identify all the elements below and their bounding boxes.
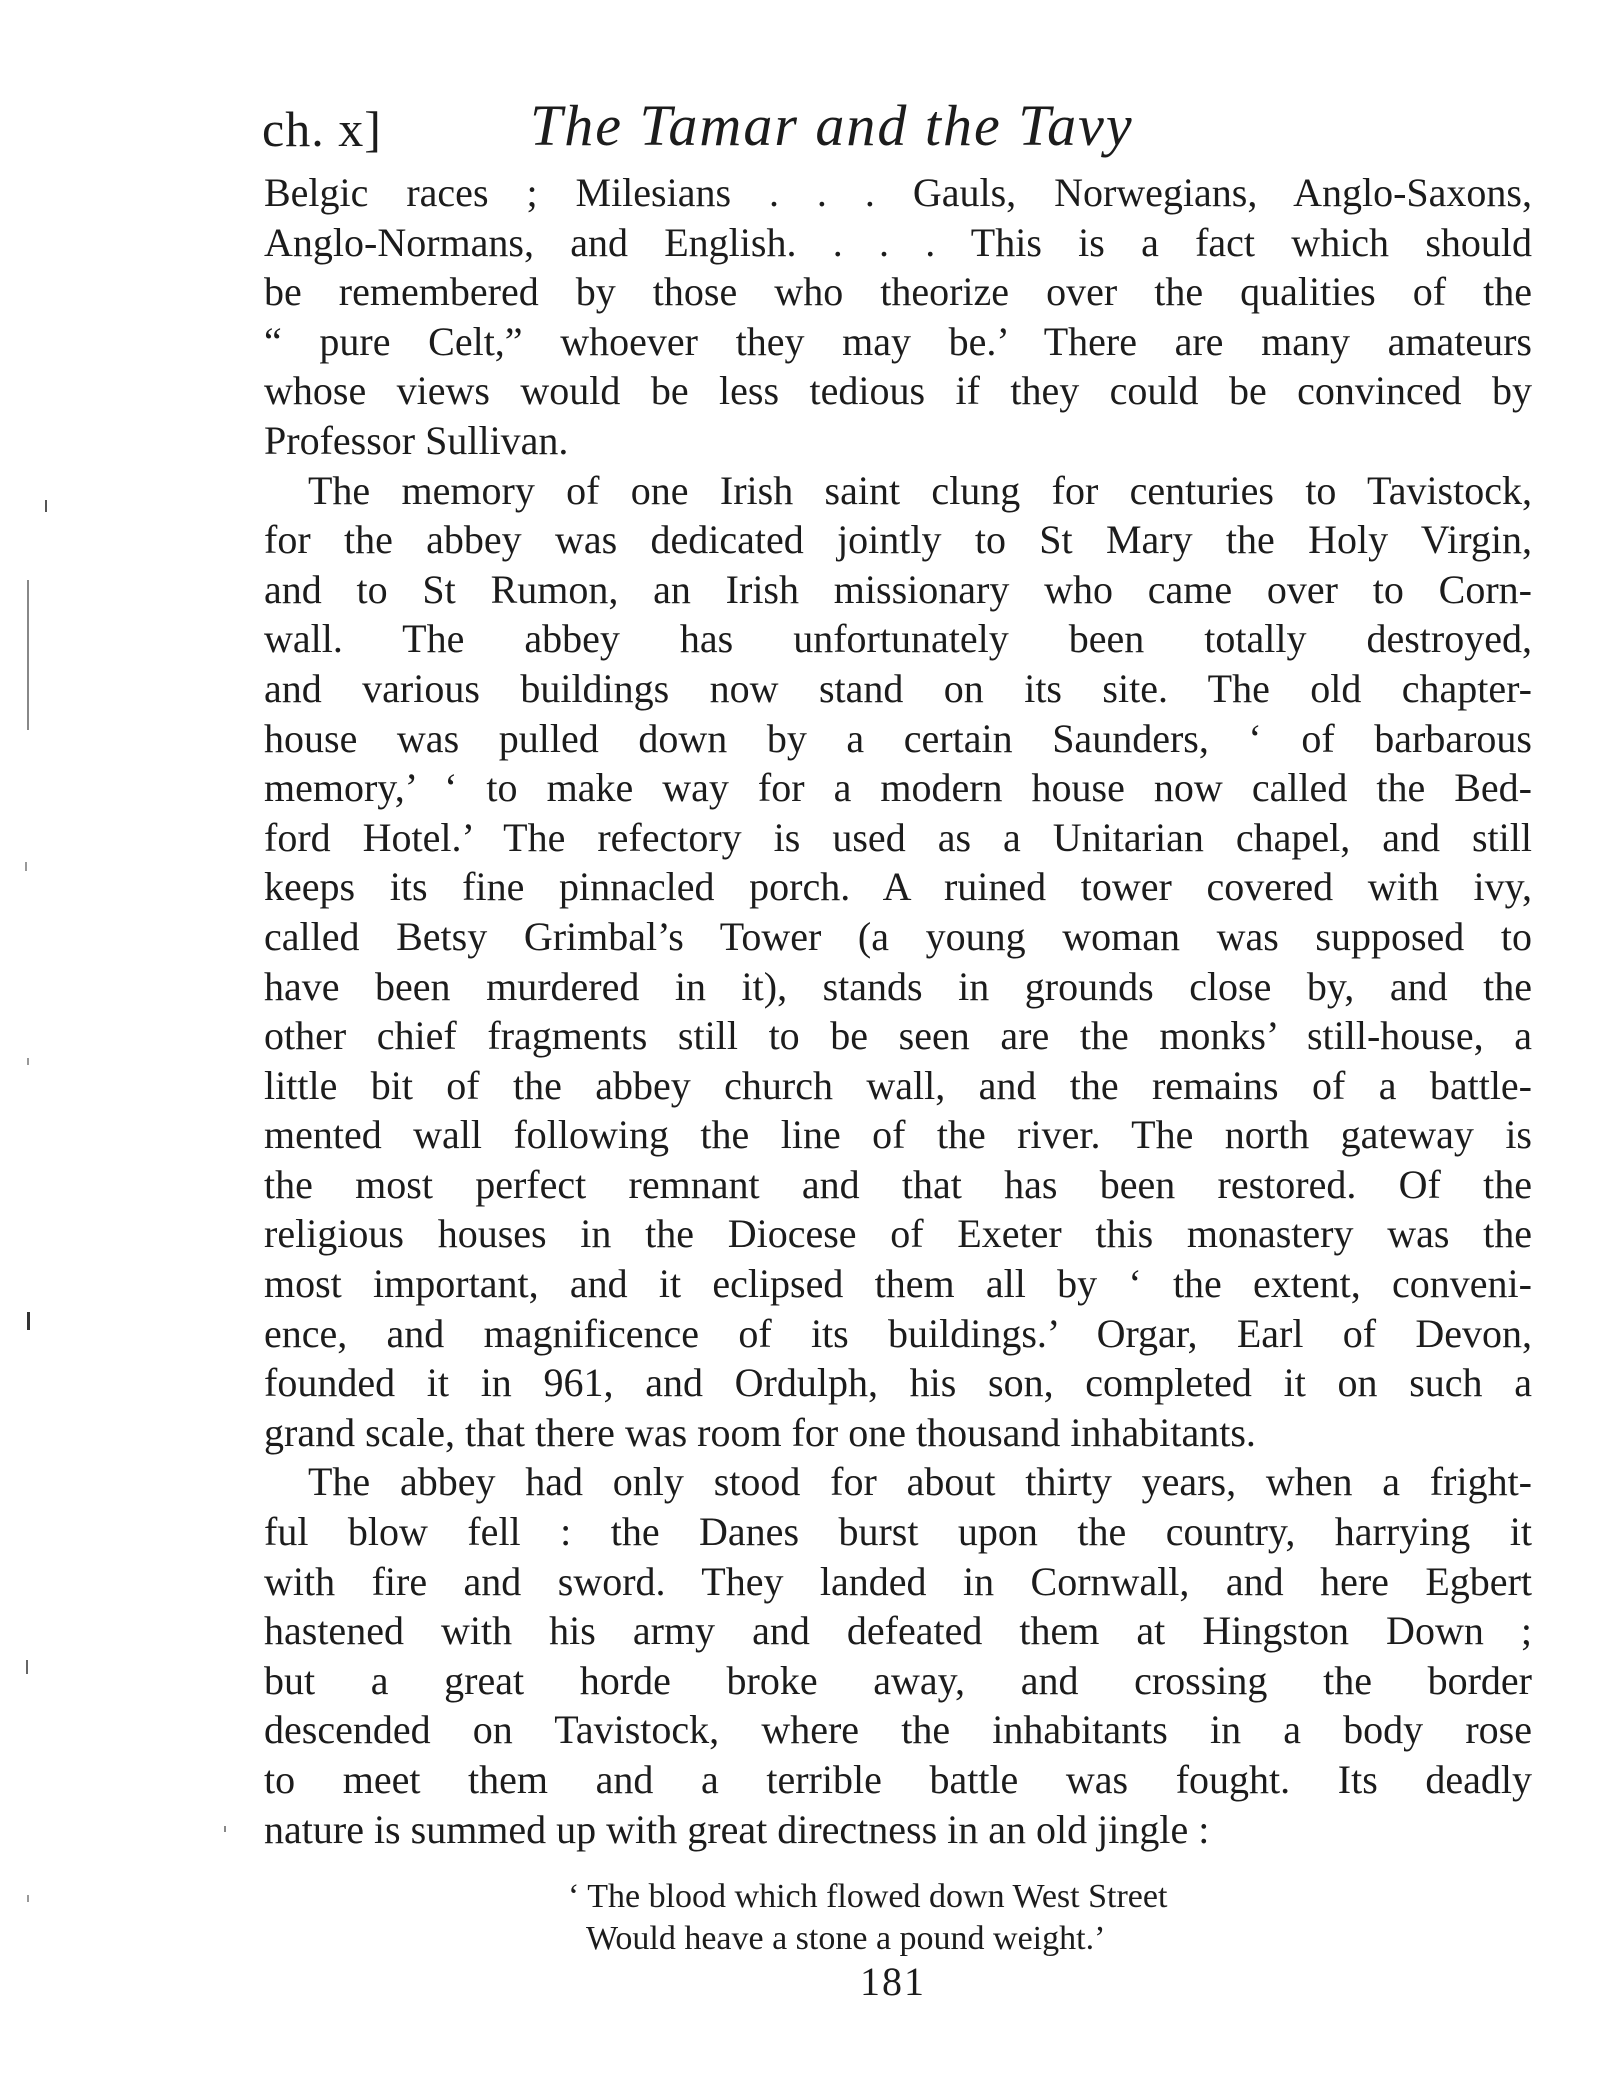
text-line: “ pure Celt,” whoever they may be.’ There are many amateurs — [264, 318, 1532, 364]
margin-scan-mark — [25, 862, 27, 871]
text-line: Professor Sullivan. — [264, 417, 569, 463]
chapter-reference: ch. x] — [262, 101, 382, 157]
text-line: called Betsy Grimbal’s Tower (a young woman was supposed to — [264, 913, 1532, 959]
text-line: little bit of the abbey church wall, and the remains of a battle- — [264, 1062, 1532, 1108]
text-line: grand scale, that there was room for one thousand inhabitants. — [264, 1409, 1256, 1455]
text-line: wall. The abbey has unfortunately been totally destroyed, — [264, 616, 1532, 662]
verse-line: Would heave a stone a pound weight.’ — [586, 1920, 1106, 1957]
running-title: The Tamar and the Tavy — [530, 93, 1134, 158]
text-line: for the abbey was dedicated jointly to St Mary the Holy Virgin, — [264, 517, 1532, 563]
paragraph-start-line: The abbey had only stood for about thirty years, when a fright- — [308, 1459, 1532, 1505]
margin-scan-mark — [27, 1895, 29, 1902]
margin-scan-mark — [26, 1660, 28, 1674]
text-line: but a great horde broke away, and crossing the border — [264, 1657, 1532, 1703]
text-line: founded it in 961, and Ordulph, his son, completed it on such a — [264, 1360, 1532, 1406]
paragraph-start-line: The memory of one Irish saint clung for centuries to Tavistock, — [308, 467, 1532, 513]
text-line: hastened with his army and defeated them at Hingston Down ; — [264, 1608, 1532, 1654]
margin-scan-mark — [45, 500, 47, 512]
text-line: most important, and it eclipsed them all by ‘ the extent, conveni- — [264, 1261, 1532, 1307]
margin-scan-mark — [27, 580, 29, 730]
text-line: religious houses in the Diocese of Exeter this monastery was the — [264, 1211, 1532, 1257]
text-line: with fire and sword. They landed in Cornwall, and here Egbert — [264, 1558, 1532, 1604]
verse-quotation — [568, 1876, 1328, 1960]
text-line: other chief fragments still to be seen are the monks’ still-house, a — [264, 1013, 1532, 1059]
text-line: Belgic races ; Milesians . . . Gauls, Norwegians, Anglo-Saxons, — [264, 170, 1532, 215]
text-line: descended on Tavistock, where the inhabitants in a body rose — [264, 1707, 1532, 1753]
text-line: ence, and magnificence of its buildings.’ Orgar, Earl of Devon, — [264, 1310, 1532, 1356]
text-line: nature is summed up with great directness in an old jingle : — [264, 1806, 1210, 1852]
text-line: have been murdered in it), stands in grounds close by, and the — [264, 963, 1532, 1009]
body-text — [264, 168, 1532, 1854]
text-line: to meet them and a terrible battle was fought. Its deadly — [264, 1757, 1532, 1802]
text-line: Anglo-Normans, and English. . . . This is a fact which should — [264, 219, 1532, 265]
text-line: ful blow fell : the Danes burst upon the country, harrying it — [264, 1509, 1532, 1555]
text-line: whose views would be less tedious if they could be convinced by — [264, 368, 1532, 414]
text-line: and to St Rumon, an Irish missionary who came over to Corn- — [264, 566, 1532, 612]
margin-scan-mark — [27, 1058, 29, 1065]
text-line: keeps its fine pinnacled porch. A ruined tower covered with ivy, — [264, 864, 1532, 910]
text-line: mented wall following the line of the river. The north gateway is — [264, 1112, 1532, 1158]
text-line: memory,’ ‘ to make way for a modern house now called the Bed- — [264, 765, 1532, 811]
text-line: house was pulled down by a certain Saunders, ‘ of barbarous — [264, 715, 1532, 761]
page-number: 181 — [860, 1959, 926, 2004]
text-line: be remembered by those who theorize over the qualities of the — [264, 269, 1532, 315]
verse-line: ‘ The blood which flowed down West Street — [568, 1878, 1168, 1915]
text-line: ford Hotel.’ The refectory is used as a Unitarian chapel, and still — [264, 814, 1532, 860]
margin-scan-mark — [224, 1826, 226, 1832]
text-line: and various buildings now stand on its site. The old chapter- — [264, 665, 1532, 711]
margin-scan-mark — [27, 1312, 30, 1330]
running-header — [262, 92, 1532, 172]
text-line: the most perfect remnant and that has been restored. Of the — [264, 1161, 1532, 1207]
